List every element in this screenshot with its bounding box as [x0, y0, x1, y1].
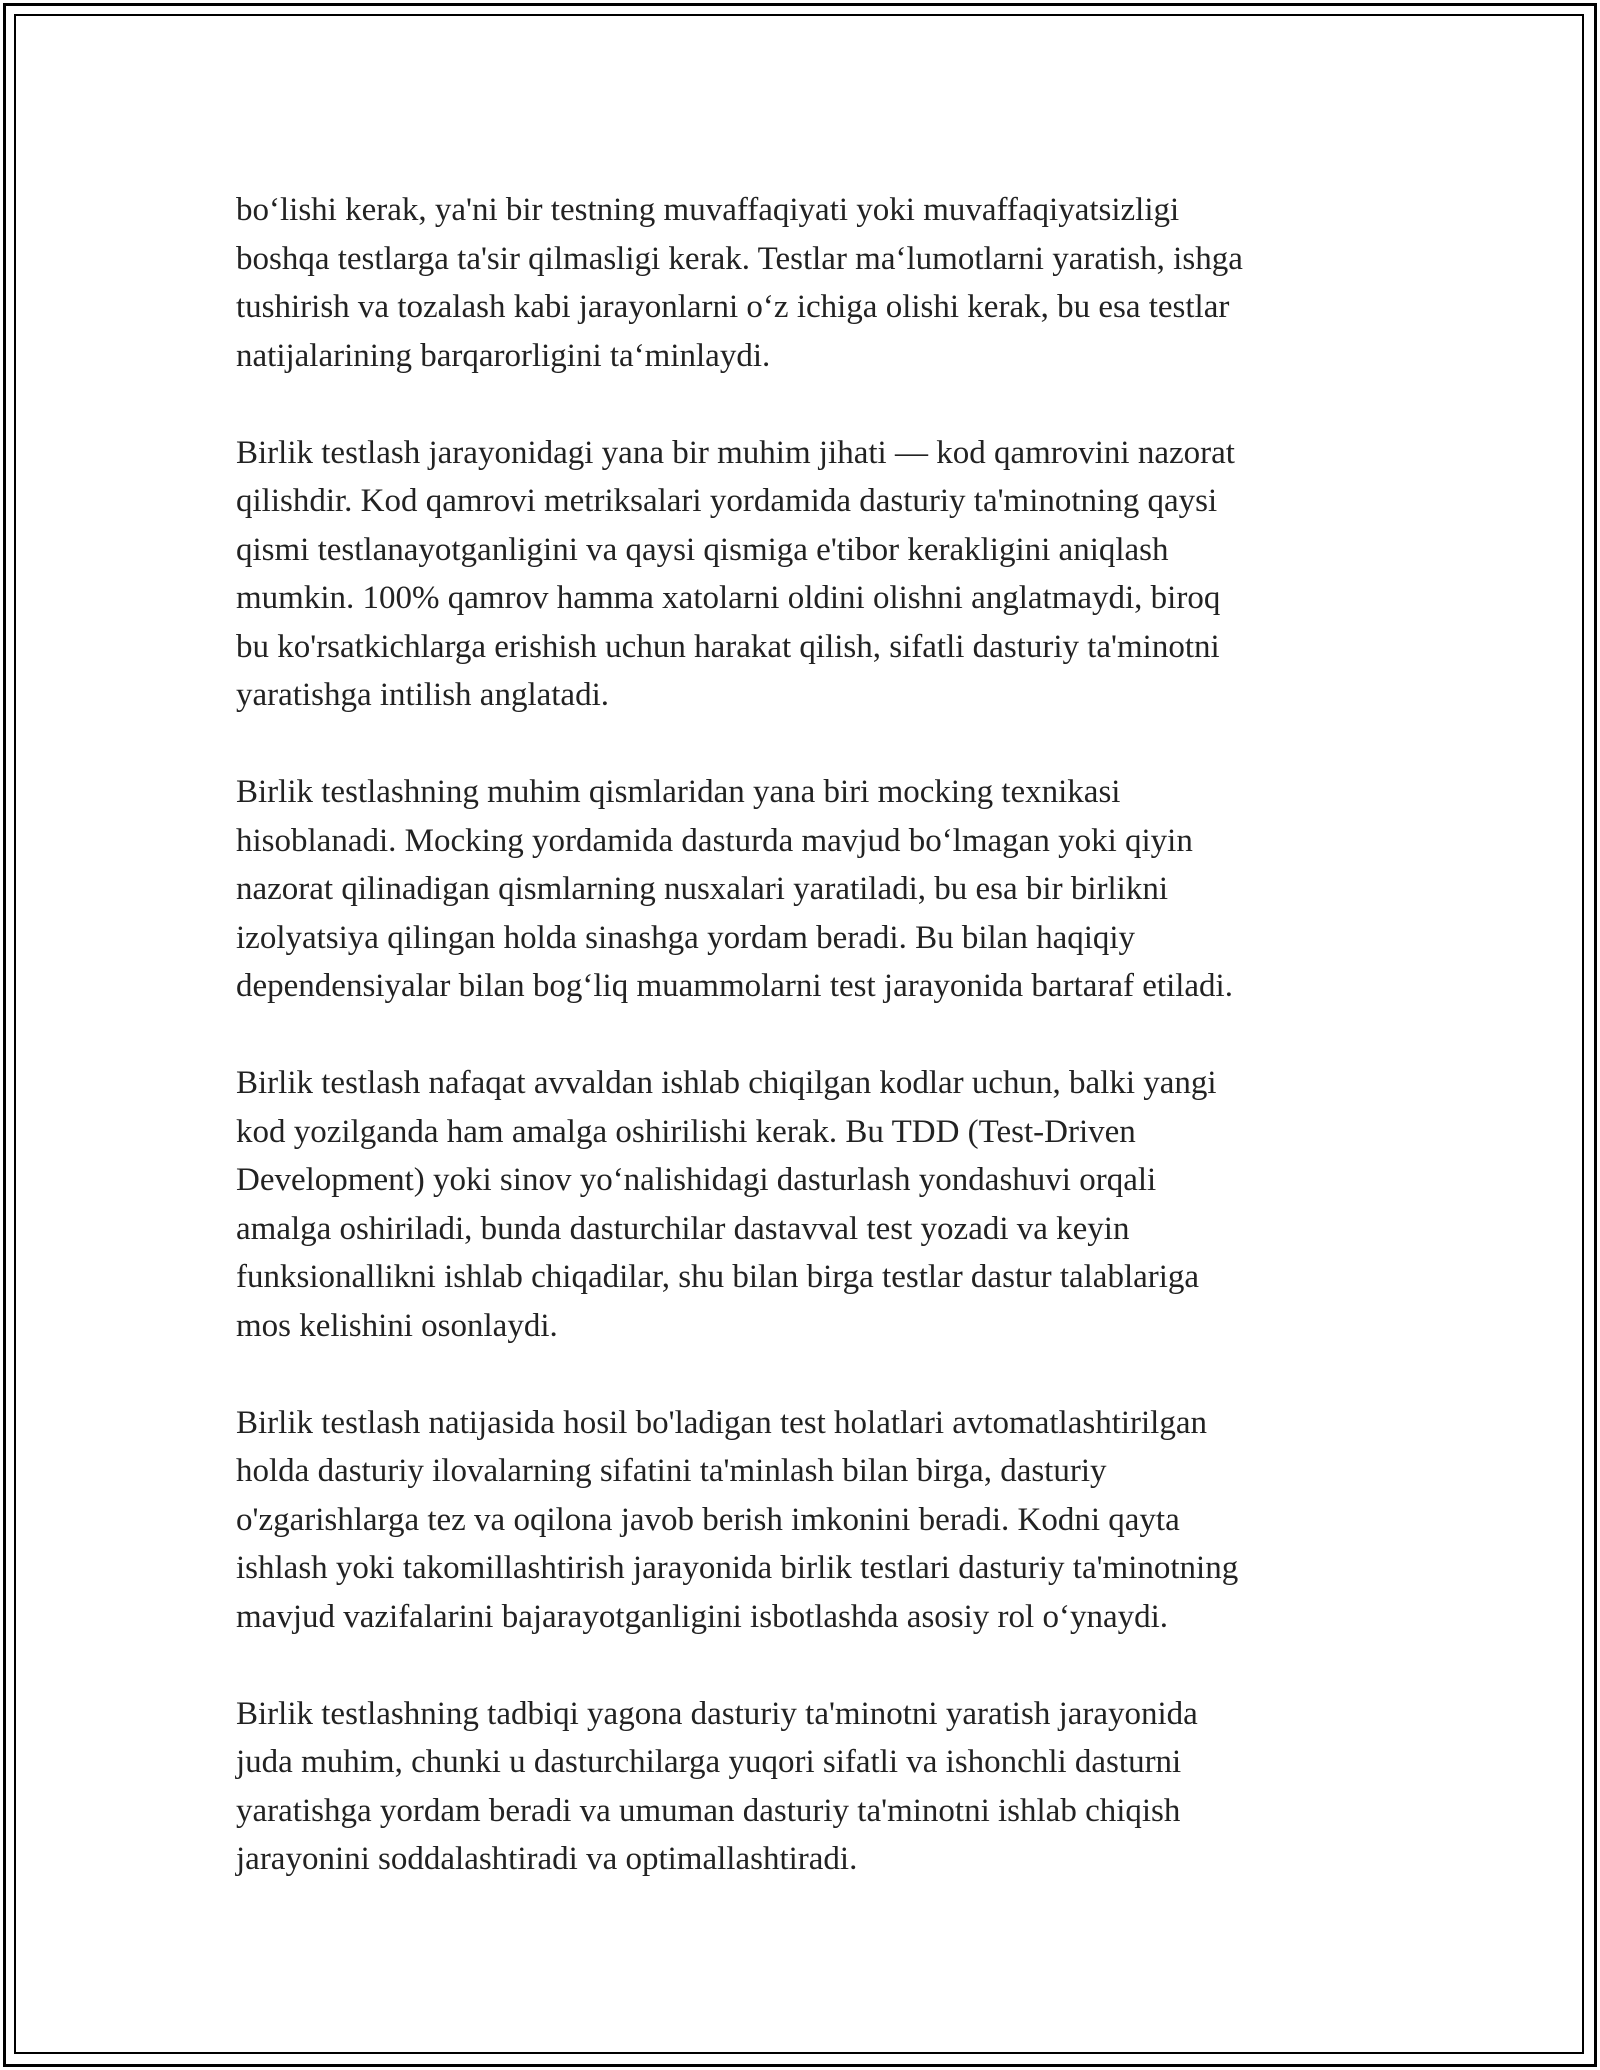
text-line: ishlash yoki takomillashtirish jarayonida birlik testlari dasturiy ta'minotning: [236, 1550, 1239, 1586]
text-line: Development) yoki sinov yo‘nalishidagi dasturlash yondashuvi orqali: [236, 1162, 1157, 1198]
text-line: qismi testlanayotganligini va qaysi qismiga e'tibor kerakligini aniqlash: [236, 531, 1169, 568]
paragraph-2: [236, 429, 1386, 720]
text-line: nazorat qilinadigan qismlarning nusxalari yaratiladi, bu esa bir birlikni: [236, 871, 1168, 907]
text-line: Birlik testlash nafaqat avvaldan ishlab chiqilgan kodlar uchun, balki yangi: [236, 1065, 1217, 1101]
text-line: mavjud vazifalarini bajarayotganligini isbotlashda asosiy rol o‘ynaydi.: [236, 1598, 1169, 1635]
text-line: yaratishga intilish anglatadi.: [236, 677, 609, 713]
text-line: izolyatsiya qilingan holda sinashga yordam beradi. Bu bilan haqiqiy: [236, 919, 1136, 956]
text-line: mumkin. 100% qamrov hamma xatolarni oldini olishni anglatmaydi, biroq: [236, 580, 1221, 616]
text-line: Birlik testlashning tadbiqi yagona dasturiy ta'minotni yaratish jarayonida: [236, 1695, 1198, 1732]
text-line: holda dasturiy ilovalarning sifatini ta'minlash bilan birga, dasturiy: [236, 1453, 1107, 1489]
text-line: amalga oshiriladi, bunda dasturchilar dastavval test yozadi va keyin: [236, 1210, 1130, 1247]
text-line: funksionallikni ishlab chiqadilar, shu bilan birga testlar dastur talablariga: [236, 1259, 1200, 1295]
paragraph-6: [236, 1690, 1386, 1884]
document-body: [236, 186, 1386, 1932]
paragraph-4: [236, 1059, 1386, 1350]
paragraph-3: [236, 768, 1386, 1011]
text-line: qilishdir. Kod qamrovi metriksalari yordamida dasturiy ta'minotning qaysi: [236, 483, 1218, 519]
text-line: yaratishga yordam beradi va umuman dasturiy ta'minotni ishlab chiqish: [236, 1792, 1181, 1829]
text-line: Birlik testlash natijasida hosil bo'ladigan test holatlari avtomatlashtirilgan: [236, 1404, 1208, 1441]
paragraph-1: [236, 186, 1386, 380]
text-line: tushirish va tozalash kabi jarayonlarni o‘z ichiga olishi kerak, bu esa testlar: [236, 289, 1230, 325]
text-line: juda muhim, chunki u dasturchilarga yuqori sifatli va ishonchli dasturni: [236, 1744, 1182, 1780]
paragraph-5: [236, 1399, 1386, 1642]
text-line: mos kelishini osonlaydi.: [236, 1307, 558, 1344]
text-line: jarayonini soddalashtiradi va optimallashtiradi.: [236, 1841, 858, 1877]
text-line: hisoblanadi. Mocking yordamida dasturda mavjud bo‘lmagan yoki qiyin: [236, 822, 1193, 859]
text-line: dependensiyalar bilan bog‘liq muammolarni test jarayonida bartaraf etiladi.: [236, 968, 1233, 1004]
text-line: bo‘lishi kerak, ya'ni bir testning muvaffaqiyati yoki muvaffaqiyatsizligi: [236, 192, 1180, 228]
text-line: bu ko'rsatkichlarga erishish uchun harakat qilish, sifatli dasturiy ta'minotni: [236, 628, 1220, 665]
text-line: Birlik testlashning muhim qismlaridan yana biri mocking texnikasi: [236, 774, 1121, 810]
text-line: Birlik testlash jarayonidagi yana bir muhim jihati — kod qamrovini nazorat: [236, 434, 1235, 471]
text-line: natijalarining barqarorligini ta‘minlaydi.: [236, 337, 771, 374]
text-line: kod yozilganda ham amalga oshirilishi kerak. Bu TDD (Test-Driven: [236, 1113, 1136, 1150]
text-line: boshqa testlarga ta'sir qilmasligi kerak. Testlar ma‘lumotlarni yaratish, ishga: [236, 240, 1243, 277]
text-line: o'zgarishlarga tez va oqilona javob berish imkonini beradi. Kodni qayta: [236, 1501, 1180, 1538]
